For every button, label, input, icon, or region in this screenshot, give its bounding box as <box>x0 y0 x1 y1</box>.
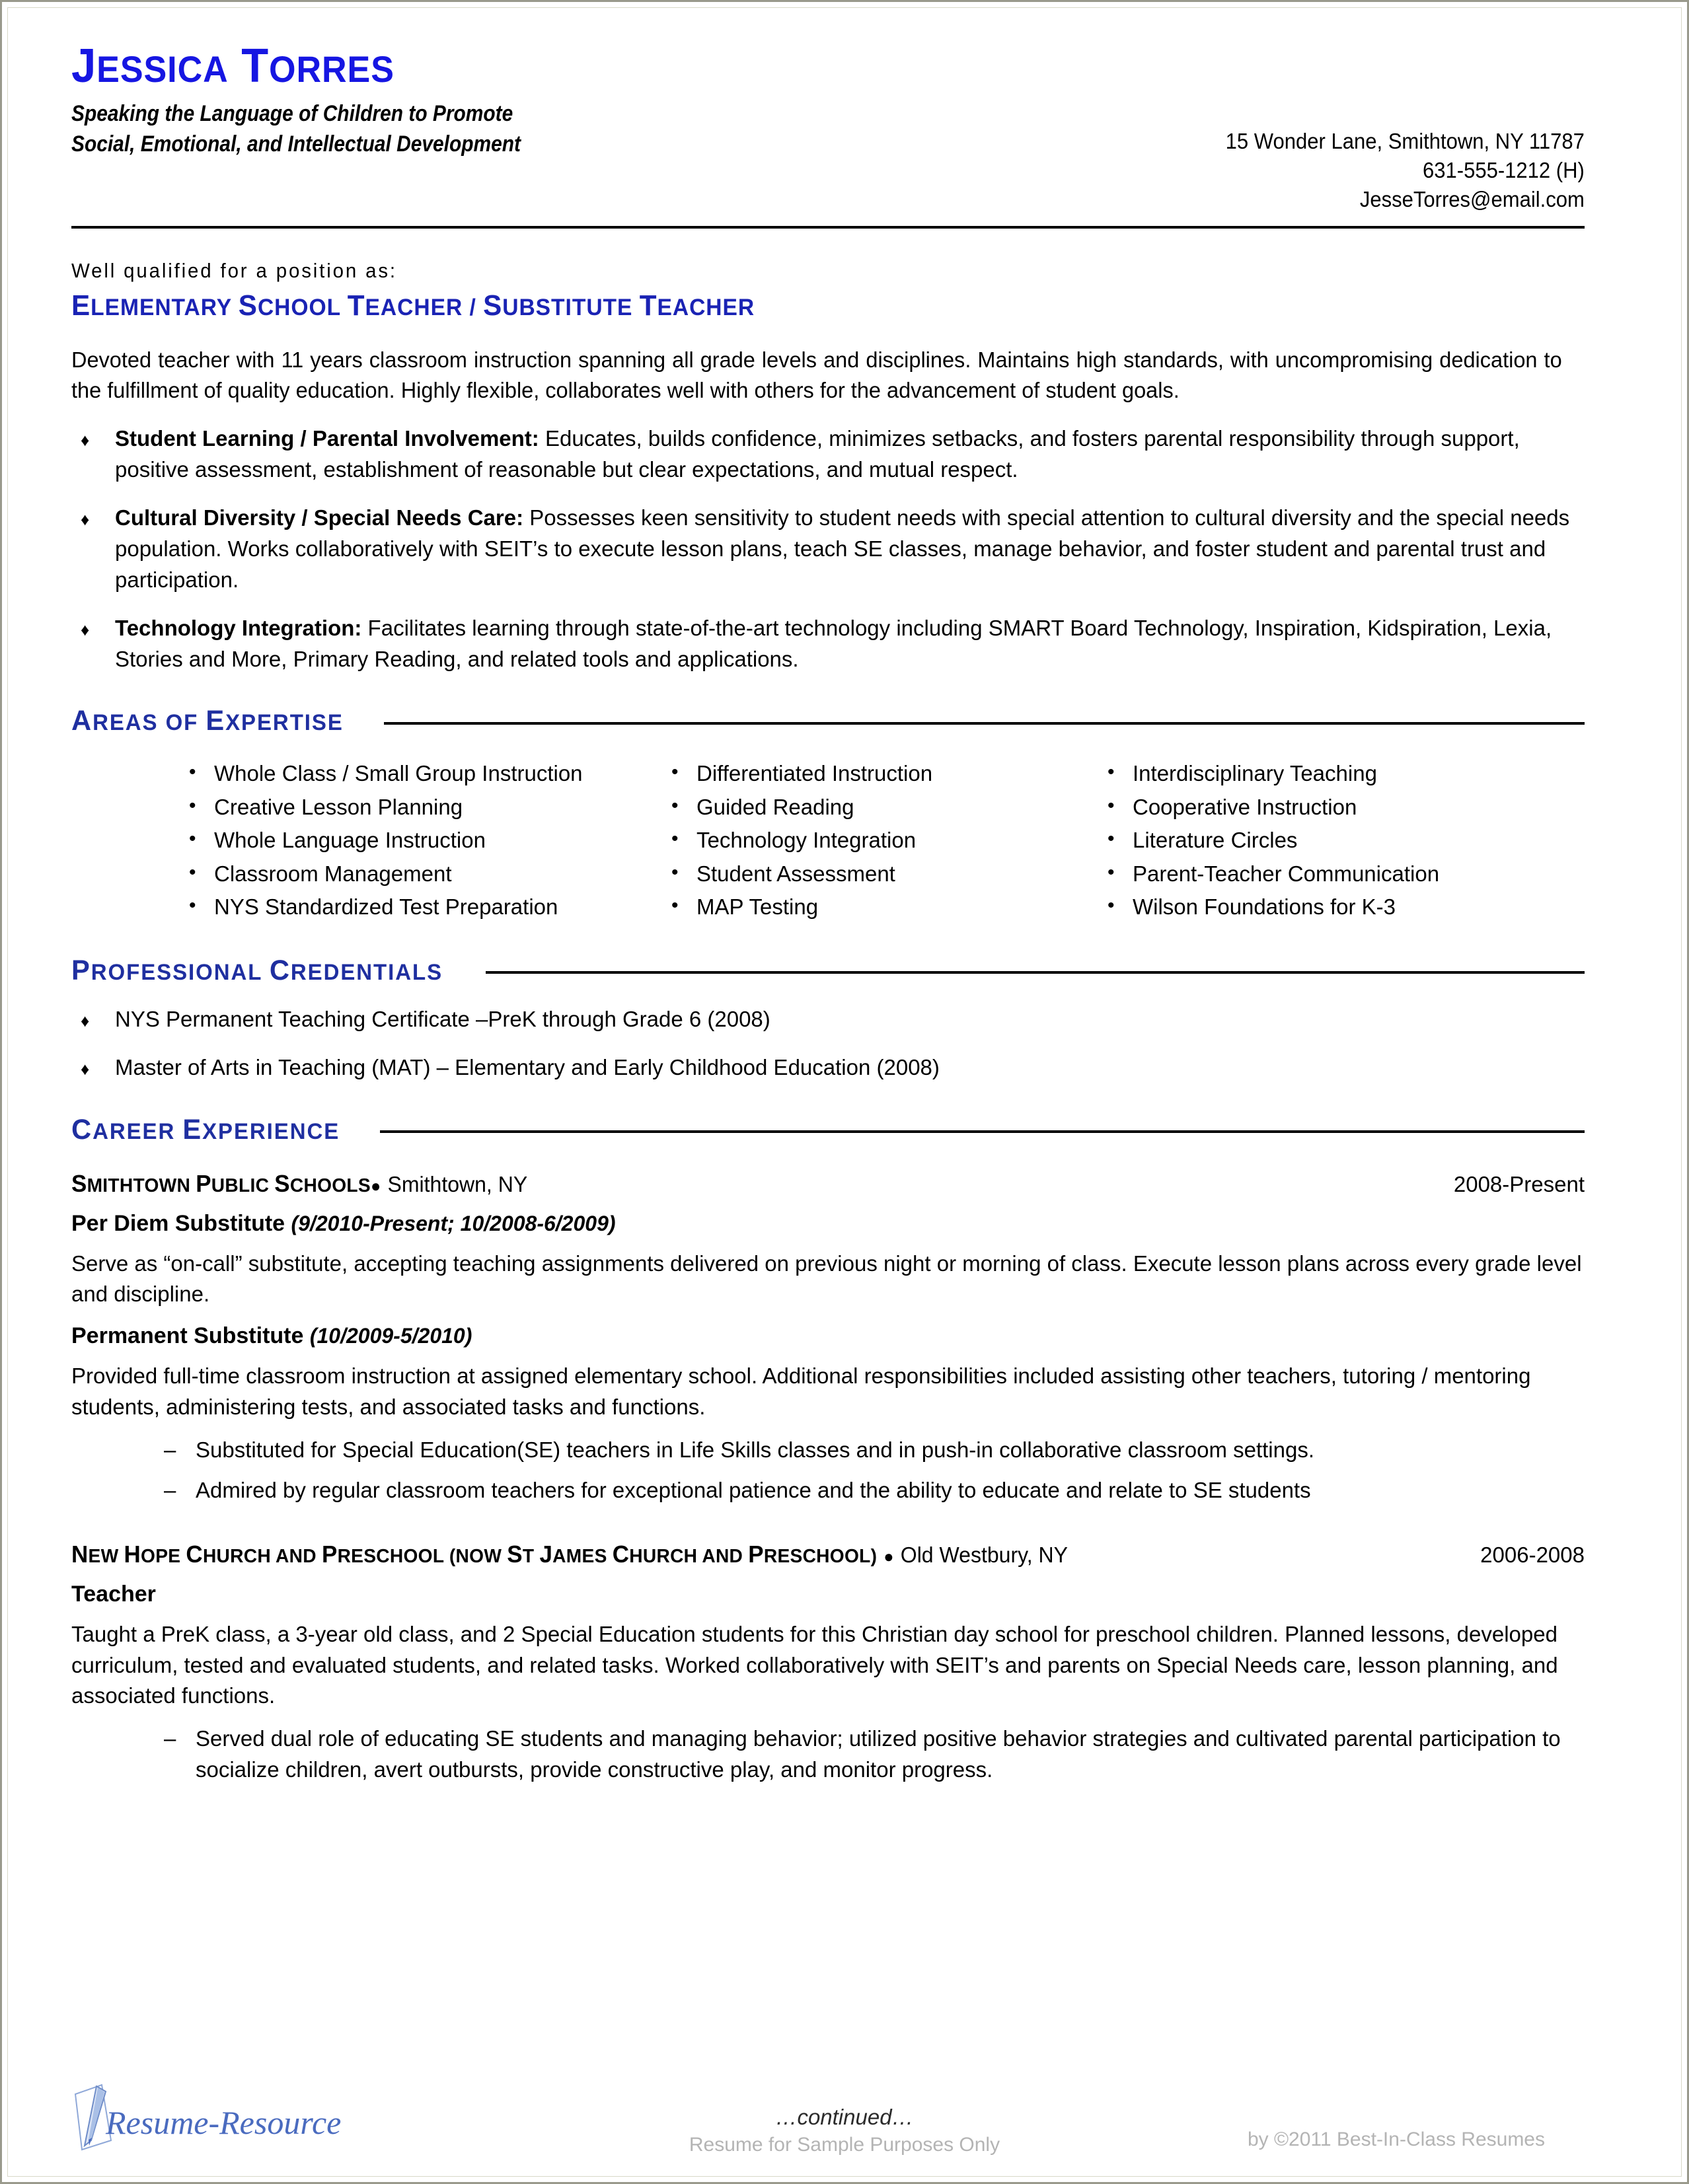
org-cap-8: C <box>612 1540 630 1568</box>
expertise-item-label: Cooperative Instruction <box>1133 794 1357 819</box>
dash-bullet-icon: – <box>164 1437 176 1462</box>
job-role-description: Provided full-time classroom instruction at assigned elementary school. Additional responsibilities included assisting other teachers, tutoring / mentoring students, administering tests, and associated tasks and functions. <box>71 1364 1531 1420</box>
expertise-item-label: Whole Language Instruction <box>214 828 486 853</box>
list-item <box>1102 857 1578 891</box>
credential-item <box>71 1004 1585 1035</box>
job-role-title <box>71 1323 1585 1349</box>
job-organization <box>71 1170 527 1198</box>
role-title-label: Permanent Substitute <box>71 1323 304 1349</box>
section-rule <box>380 1130 1585 1133</box>
list-item <box>666 891 1076 924</box>
career-rest-1: AREER <box>93 1118 183 1144</box>
candidate-tagline <box>71 99 521 160</box>
expertise-list <box>184 757 640 924</box>
list-item <box>184 824 640 857</box>
dot-bullet-icon: • <box>189 828 196 850</box>
expertise-item-label: Creative Lesson Planning <box>214 794 463 819</box>
job-entry <box>71 1170 1585 1506</box>
cred-cap-2: C <box>269 954 291 986</box>
obj-rest-1: LEMENTARY <box>91 294 239 320</box>
credential-label: Master of Arts in Teaching (MAT) – Elementary and Early Childhood Education (2008) <box>115 1054 940 1079</box>
header-identity <box>71 28 582 160</box>
org-rest-2: UBLIC <box>211 1175 275 1196</box>
tagline-line-2: Social, Emotional, and Intellectual Development <box>71 131 521 157</box>
career-rest-2: XPERIENCE <box>202 1118 340 1144</box>
dot-bullet-icon: • <box>189 794 196 817</box>
expertise-item-label: Literature Circles <box>1133 828 1298 853</box>
obj-cap-2: S <box>238 289 258 322</box>
obj-cap-3: T <box>347 289 365 322</box>
expertise-column-3 <box>1076 757 1578 924</box>
org-rest-9: RESCHOOL) <box>763 1545 878 1567</box>
cred-cap-1: P <box>71 954 91 986</box>
dot-bullet-icon: • <box>1107 761 1115 783</box>
obj-rest-5: EACHER <box>657 294 755 320</box>
dot-bullet-icon: • <box>1107 894 1115 917</box>
job-dates: 2006-2008 <box>1480 1542 1585 1567</box>
list-item <box>666 857 1076 891</box>
summary-paragraph: Devoted teacher with 11 years classroom instruction spanning all grade levels and disciplines. Maintains high standards, with uncompromising dedication to the fulfillment of quality education. Highly flexible, collaborates well with others for the advancement of student goals. <box>71 347 1562 403</box>
diamond-bullet-icon: ♦ <box>81 1010 90 1031</box>
section-header-credentials <box>71 955 1585 987</box>
dot-bullet-icon: • <box>189 861 196 883</box>
expertise-columns <box>71 757 1585 924</box>
objective-title <box>71 289 1524 322</box>
job-role-title <box>71 1582 1585 1607</box>
job-sub-bullet <box>164 1435 1585 1466</box>
job-role-title <box>71 1211 1585 1237</box>
org-cap-9: P <box>748 1540 764 1568</box>
org-rest-8: HURCH AND <box>629 1545 749 1567</box>
expertise-column-1 <box>71 757 640 924</box>
job-separator-icon: ● <box>370 1175 381 1196</box>
expertise-item-label: Differentiated Instruction <box>696 761 933 786</box>
list-item <box>1102 891 1578 924</box>
org-cap-6: S <box>507 1540 523 1568</box>
expertise-list <box>666 757 1076 924</box>
list-item <box>1102 791 1578 824</box>
org-rest-4: RESCHOOL (N <box>337 1545 470 1567</box>
job-sub-bullet-text: Substituted for Special Education(SE) teachers in Life Skills classes and in push-in collaborative classroom settings. <box>196 1437 1315 1462</box>
diamond-bullet-icon: ♦ <box>81 509 90 530</box>
expertise-column-2 <box>640 757 1076 924</box>
contact-block <box>1226 28 1585 214</box>
list-item <box>184 757 640 790</box>
expertise-item-label: Technology Integration <box>696 828 917 853</box>
cred-rest-2: REDENTIALS <box>290 959 443 985</box>
job-entry <box>71 1541 1585 1786</box>
dot-bullet-icon: • <box>671 861 679 883</box>
summary-bullet-list <box>71 423 1585 674</box>
expertise-item-label: Wilson Foundations for K-3 <box>1133 894 1396 920</box>
org-rest-3: HURCH AND <box>202 1545 322 1567</box>
job-location: Old Westbury, NY <box>900 1542 1069 1567</box>
career-cap-1: C <box>71 1113 93 1146</box>
summary-bullet-lead: Student Learning / Parental Involvement: <box>115 426 539 451</box>
objective-block <box>71 259 1585 322</box>
obj-rest-4: UBSTITUTE <box>502 294 640 320</box>
dot-bullet-icon: • <box>671 828 679 850</box>
section-header-experience <box>71 1114 1585 1146</box>
job-sub-bullet-text: Admired by regular classroom teachers for exceptional patience and the ability to educate and relate to SE students <box>196 1477 1311 1502</box>
org-rest-6: T <box>522 1545 540 1567</box>
obj-rest-3: EACHER / <box>365 294 484 320</box>
footer-copyright: by ©2011 Best-In-Class Resumes <box>1247 2129 1545 2150</box>
exp-rest-1: REAS OF <box>93 710 206 736</box>
role-title-dates: (10/2009-5/2010) <box>309 1324 472 1348</box>
org-cap-4: P <box>321 1540 338 1568</box>
org-cap-1: N <box>71 1540 89 1568</box>
diamond-bullet-icon: ♦ <box>81 619 90 639</box>
job-dates: 2008-Present <box>1453 1171 1585 1196</box>
org-cap-3: S <box>274 1169 290 1197</box>
credential-item <box>71 1052 1585 1083</box>
exp-cap-2: E <box>206 705 226 737</box>
expertise-item-label: Interdisciplinary Teaching <box>1133 761 1377 786</box>
dot-bullet-icon: • <box>671 894 679 917</box>
header-divider <box>71 226 1585 229</box>
summary-bullet-text: Possesses keen sensitivity to student needs with special attention to cultural diversity and the special needs population. Works collaboratively with SEIT’s to execute lesson plans, teach SE classes, manage behavior, and foster student and parental trust and participation. <box>115 505 1570 592</box>
name-last-initial: T <box>241 40 270 92</box>
job-sub-bullet <box>164 1724 1585 1786</box>
obj-cap-1: E <box>71 289 91 322</box>
expertise-item-label: Whole Class / Small Group Instruction <box>214 761 583 786</box>
org-rest-1: EW <box>88 1545 124 1567</box>
org-cap-2: H <box>124 1540 141 1568</box>
tagline-line-1: Speaking the Language of Children to Promote <box>71 101 513 126</box>
org-rest-3: CHOOLS <box>289 1175 371 1196</box>
job-role-description: Taught a PreK class, a 3-year old class, and 2 Special Education students for this Christian day school for preschool children. Planned lessons, developed curriculum, tested and evaluated students, and related tasks. Worked collaboratively with SEIT’s and parents on Special Needs care, lesson planning, and associated functions. <box>71 1621 1558 1708</box>
credentials-list <box>71 1004 1585 1083</box>
dot-bullet-icon: • <box>1107 828 1115 850</box>
dot-bullet-icon: • <box>189 761 196 783</box>
expertise-list <box>1102 757 1578 924</box>
org-cap-3: C <box>186 1540 203 1568</box>
job-sub-bullet-list <box>71 1724 1585 1786</box>
obj-rest-2: CHOOL <box>257 294 348 320</box>
dash-bullet-icon: – <box>164 1477 176 1502</box>
role-title-label: Teacher <box>71 1581 156 1607</box>
job-separator-icon: ● <box>883 1546 894 1566</box>
dot-bullet-icon: • <box>671 761 679 783</box>
sample-purpose-note: Resume for Sample Purposes Only <box>689 2134 1000 2156</box>
obj-cap-4: S <box>483 289 503 322</box>
contact-address: 15 Wonder Lane, Smithtown, NY 11787 <box>1225 129 1585 153</box>
career-cap-2: E <box>182 1113 203 1146</box>
resume-content <box>71 28 1585 1786</box>
dot-bullet-icon: • <box>1107 861 1115 883</box>
resume-header <box>71 28 1585 214</box>
summary-bullet <box>71 613 1585 675</box>
job-sub-bullet <box>164 1475 1585 1506</box>
list-item <box>184 791 640 824</box>
job-organization <box>71 1541 1068 1568</box>
org-cap-1: S <box>71 1169 87 1197</box>
org-rest-7: AMES <box>552 1545 613 1567</box>
job-role-description: Serve as “on-call” substitute, accepting teaching assignments delivered on previous night or morning of class. Execute lesson plans across every grade level and discipline. <box>71 1251 1582 1307</box>
section-title-credentials <box>71 955 443 987</box>
summary-bullet <box>71 503 1585 596</box>
contact-email[interactable]: JesseTorres@email.com <box>1359 186 1585 211</box>
job-header-row <box>71 1170 1585 1198</box>
role-title-label: Per Diem Substitute <box>71 1210 285 1236</box>
page-footer <box>71 2060 1618 2159</box>
summary-bullet-lead: Technology Integration: <box>115 615 362 640</box>
org-rest-1: MITHTOWN <box>87 1175 196 1196</box>
dot-bullet-icon: • <box>1107 794 1115 817</box>
exp-cap-1: A <box>71 705 93 737</box>
org-cap-7: J <box>539 1540 553 1568</box>
expertise-item-label: MAP Testing <box>696 894 819 920</box>
page-inner-frame <box>7 7 1682 2177</box>
expertise-item-label: Student Assessment <box>696 861 895 886</box>
credential-label: NYS Permanent Teaching Certificate –PreK through Grade 6 (2008) <box>115 1006 770 1031</box>
role-title-dates: (9/2010-Present; 10/2008-6/2009) <box>291 1211 616 1235</box>
exp-rest-2: XPERTISE <box>225 710 344 736</box>
org-rest-2: OPE <box>141 1545 186 1567</box>
summary-bullet-text: Facilitates learning through state-of-the-art technology including SMART Board Technology, Inspiration, Kidspiration, Lexia, Stories and More, Primary Reading, and related tools and applications. <box>115 615 1552 671</box>
list-item <box>184 891 640 924</box>
job-sub-bullet-list <box>71 1435 1585 1506</box>
list-item <box>184 857 640 891</box>
expertise-item-label: Parent-Teacher Communication <box>1133 861 1440 886</box>
job-sub-bullet-text: Served dual role of educating SE students and managing behavior; utilized positive behavior strategies and cultivated parental participation to socialize children, avert outbursts, provide constructive play, and monitor progress. <box>196 1726 1561 1782</box>
list-item <box>1102 824 1578 857</box>
name-first-rest: ESSICA <box>96 48 229 90</box>
org-rest-5: OW <box>469 1545 507 1567</box>
dot-bullet-icon: • <box>671 794 679 817</box>
dash-bullet-icon: – <box>164 1726 176 1751</box>
summary-bullet-lead: Cultural Diversity / Special Needs Care: <box>115 505 524 530</box>
section-rule <box>384 722 1585 725</box>
obj-cap-5: T <box>639 289 657 322</box>
expertise-item-label: Classroom Management <box>214 861 452 886</box>
cred-rest-1: ROFESSIONAL <box>91 959 270 985</box>
list-item <box>666 791 1076 824</box>
candidate-name <box>71 42 546 90</box>
org-cap-2: P <box>196 1169 211 1197</box>
diamond-bullet-icon: ♦ <box>81 1058 90 1079</box>
summary-bullet <box>71 423 1585 486</box>
list-item <box>666 824 1076 857</box>
name-first-initial: J <box>71 40 97 92</box>
summary-bullet-text: Educates, builds confidence, minimizes setbacks, and fosters parental responsibility through support, positive assessment, establishment of reasonable but clear expectations, and mutual respect. <box>115 426 1520 482</box>
expertise-item-label: NYS Standardized Test Preparation <box>214 894 558 920</box>
list-item <box>666 757 1076 790</box>
logo-wordmark: Resume-Resource <box>106 2104 342 2141</box>
section-header-expertise <box>71 705 1585 737</box>
diamond-bullet-icon: ♦ <box>81 430 90 451</box>
section-title-expertise <box>71 705 344 737</box>
name-last-rest: ORRES <box>269 48 394 90</box>
dot-bullet-icon: • <box>189 894 196 917</box>
contact-phone: 631-555-1212 (H) <box>1423 157 1585 182</box>
section-title-experience <box>71 1114 340 1146</box>
objective-lead: Well qualified for a position as: <box>71 258 397 282</box>
job-location: Smithtown, NY <box>387 1171 528 1196</box>
section-rule <box>486 971 1585 974</box>
job-header-row <box>71 1541 1585 1568</box>
expertise-item-label: Guided Reading <box>696 794 854 819</box>
continued-note: …continued… <box>775 2105 914 2129</box>
list-item <box>1102 757 1578 790</box>
